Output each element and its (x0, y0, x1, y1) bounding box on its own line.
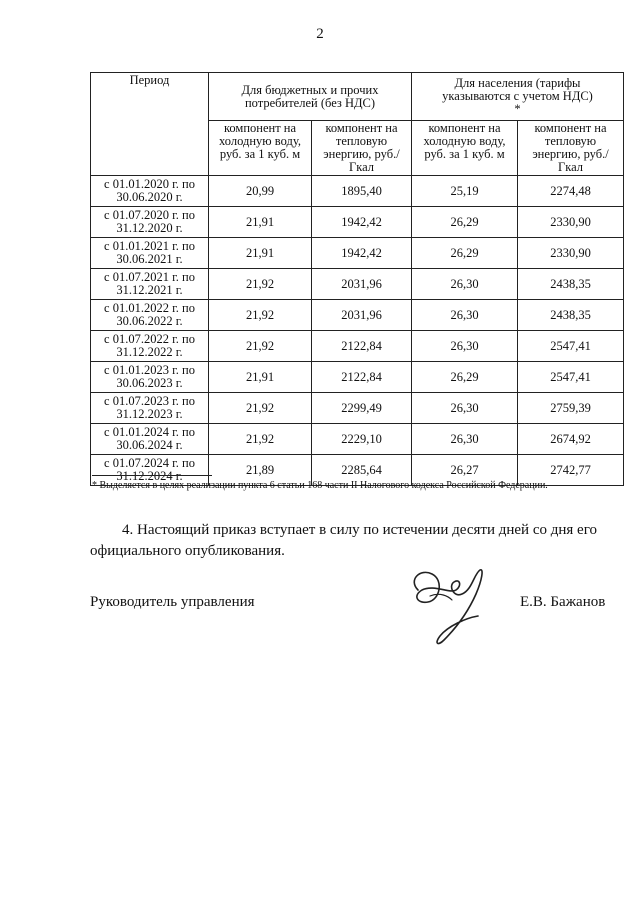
period-cell: с 01.01.2021 г. по 30.06.2021 г. (91, 238, 209, 269)
population-cold-cell: 26,30 (412, 269, 518, 300)
table-row (91, 393, 624, 424)
budget-heat-cell: 1942,42 (312, 207, 412, 238)
population-heat-cell: 2274,48 (518, 176, 624, 207)
population-cold-cell: 26,30 (412, 331, 518, 362)
budget-heat-header: компонент на тепловую энергию, руб./Гкал (312, 121, 412, 176)
table-row (91, 207, 624, 238)
footnote-divider (92, 475, 212, 476)
period-cell: с 01.01.2024 г. по 30.06.2024 г. (91, 424, 209, 455)
budget-cold-cell: 21,91 (209, 362, 312, 393)
budget-cold-cell: 21,92 (209, 331, 312, 362)
period-cell: с 01.07.2020 г. по 31.12.2020 г. (91, 207, 209, 238)
population-heat-header: компонент на тепловую энергию, руб./Гкал (518, 121, 624, 176)
budget-heat-cell: 2122,84 (312, 331, 412, 362)
period-cell: с 01.01.2023 г. по 30.06.2023 г. (91, 362, 209, 393)
budget-heat-cell: 2031,96 (312, 300, 412, 331)
budget-group-header: Для бюджетных и прочих потребителей (без НДС) (209, 73, 412, 121)
table-row (91, 269, 624, 300)
order-paragraph: 4. Настоящий приказ вступает в силу по истечении десяти дней со дня его официального опубликования. (90, 522, 597, 559)
signer-title: Руководитель управления (90, 594, 255, 610)
table-row (91, 362, 624, 393)
signature-icon (400, 560, 510, 655)
table-row (91, 300, 624, 331)
budget-heat-cell: 2285,64 (312, 455, 412, 486)
population-heat-cell: 2759,39 (518, 393, 624, 424)
budget-heat-cell: 2122,84 (312, 362, 412, 393)
budget-cold-cell: 20,99 (209, 176, 312, 207)
budget-heat-cell: 2031,96 (312, 269, 412, 300)
population-cold-cell: 26,30 (412, 393, 518, 424)
population-heat-cell: 2438,35 (518, 300, 624, 331)
population-cold-cell: 26,30 (412, 300, 518, 331)
population-heat-cell: 2330,90 (518, 207, 624, 238)
signer-name: Е.В. Бажанов (520, 594, 606, 610)
budget-cold-cell: 21,92 (209, 300, 312, 331)
population-heat-cell: 2330,90 (518, 238, 624, 269)
period-cell: с 01.07.2021 г. по 31.12.2021 г. (91, 269, 209, 300)
budget-cold-cell: 21,92 (209, 269, 312, 300)
budget-heat-cell: 2229,10 (312, 424, 412, 455)
period-cell: с 01.01.2020 г. по 30.06.2020 г. (91, 176, 209, 207)
population-heat-cell: 2547,41 (518, 331, 624, 362)
population-cold-header: компонент на холодную воду, руб. за 1 куб. м (412, 121, 518, 176)
table-row (91, 238, 624, 269)
page-number: 2 (316, 26, 324, 42)
budget-heat-cell: 2299,49 (312, 393, 412, 424)
budget-cold-cell: 21,91 (209, 207, 312, 238)
budget-cold-header: компонент на холодную воду, руб. за 1 куб. м (209, 121, 312, 176)
period-cell: с 01.07.2022 г. по 31.12.2022 г. (91, 331, 209, 362)
population-cold-cell: 26,29 (412, 362, 518, 393)
period-cell: с 01.07.2024 г. по 31.12.2024 г. (91, 455, 209, 486)
table-row (91, 424, 624, 455)
budget-cold-cell: 21,89 (209, 455, 312, 486)
period-cell: с 01.01.2022 г. по 30.06.2022 г. (91, 300, 209, 331)
period-cell: с 01.07.2023 г. по 31.12.2023 г. (91, 393, 209, 424)
budget-cold-cell: 21,91 (209, 238, 312, 269)
population-heat-cell: 2438,35 (518, 269, 624, 300)
population-group-header: Для населения (тарифы указываются с учетом НДС) * (412, 73, 624, 121)
population-heat-cell: 2547,41 (518, 362, 624, 393)
population-cold-cell: 26,29 (412, 238, 518, 269)
population-cold-cell: 26,29 (412, 207, 518, 238)
tariff-table (90, 72, 624, 486)
budget-cold-cell: 21,92 (209, 393, 312, 424)
population-cold-cell: 25,19 (412, 176, 518, 207)
period-header: Период (91, 73, 209, 176)
population-cold-cell: 26,30 (412, 424, 518, 455)
population-heat-cell: 2674,92 (518, 424, 624, 455)
budget-heat-cell: 1895,40 (312, 176, 412, 207)
population-cold-cell: 26,27 (412, 455, 518, 486)
budget-heat-cell: 1942,42 (312, 238, 412, 269)
population-heat-cell: 2742,77 (518, 455, 624, 486)
budget-cold-cell: 21,92 (209, 424, 312, 455)
table-row (91, 176, 624, 207)
table-row (91, 331, 624, 362)
footnote: * Выделяется в целях реализации пункта 6 статьи 168 части II Налогового кодекса Российской Федерации. (92, 480, 548, 491)
